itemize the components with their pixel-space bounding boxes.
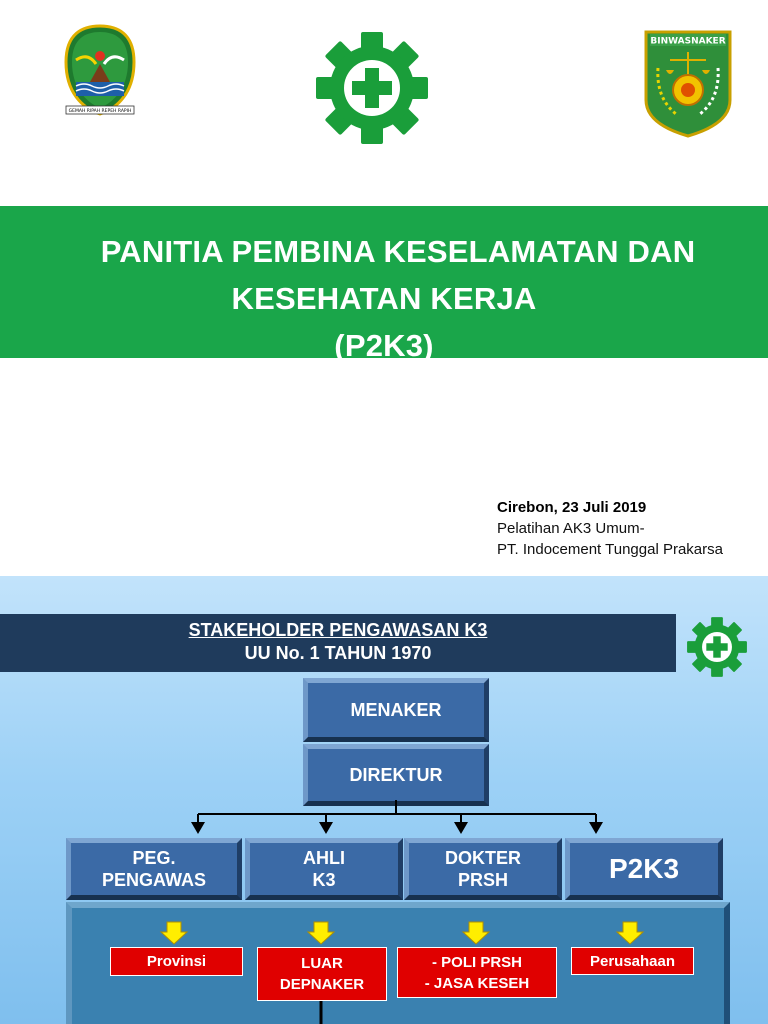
stakeholder-header	[0, 614, 676, 672]
sub-box-label-2: - JASA KESEH	[424, 974, 530, 992]
box-menaker-label: MENAKER	[350, 699, 442, 720]
k3-gear-cross-icon	[686, 616, 748, 678]
role-label-line1: P2K3	[608, 853, 680, 884]
presentation-meta	[497, 497, 765, 560]
stakeholder-law: UU No. 1 TAHUN 1970	[244, 643, 432, 663]
sub-box-provinsi	[110, 947, 243, 976]
box-direktur-label: DIREKTUR	[349, 764, 443, 785]
presentation-subtitle-2: PT. Indocement Tunggal Prakarsa	[497, 541, 723, 558]
slide-stakeholder-chart	[0, 576, 768, 1024]
title-line-3: (P2K3)	[334, 328, 434, 363]
stakeholder-title: STAKEHOLDER PENGAWASAN K3	[188, 620, 488, 640]
title-band	[0, 206, 768, 363]
title-line-1: PANITIA PEMBINA KESELAMATAN DAN	[100, 234, 696, 269]
role-ahli-k3	[245, 838, 403, 900]
role-label-line2: PRSH	[457, 870, 508, 890]
role-dokter-prsh	[404, 838, 562, 900]
sub-box-label-2: DEPNAKER	[279, 976, 365, 993]
k3-gear-cross-icon	[314, 30, 430, 146]
role-label-line2: K3	[312, 870, 336, 890]
west-java-emblem-icon	[60, 22, 140, 122]
sub-box-label: Provinsi	[146, 953, 207, 970]
role-pegawai-pengawas	[66, 838, 242, 900]
role-label-line1: AHLI	[303, 848, 345, 868]
sub-box-poli-jasa	[397, 947, 557, 998]
role-label-line2: PENGAWAS	[101, 870, 207, 890]
logo-right-text: BINWASNAKER	[650, 36, 726, 47]
sub-box-luar-depnaker	[257, 947, 387, 1001]
sub-box-label-1: LUAR	[301, 955, 343, 972]
presentation-subtitle-1: Pelatihan AK3 Umum-	[497, 520, 645, 537]
box-direktur	[303, 744, 489, 806]
branch-arrows	[191, 814, 603, 834]
presentation-date: Cirebon, 23 Juli 2019	[497, 499, 647, 516]
logo-left-motto: GEMAH RIPAH REPEH RAPIH	[68, 109, 132, 114]
sub-box-label-1: - POLI PRSH	[431, 953, 522, 971]
role-label-line1: DOKTER	[445, 848, 521, 868]
sub-box-perusahaan	[571, 947, 694, 975]
title-line-2: KESEHATAN KERJA	[231, 281, 537, 316]
sub-box-label: Perusahaan	[589, 952, 676, 970]
box-menaker	[303, 678, 489, 742]
role-label-line1: PEG.	[132, 848, 176, 868]
slide-title-text	[0, 228, 768, 369]
role-p2k3	[565, 838, 723, 900]
binwasnaker-shield-icon	[642, 28, 734, 140]
